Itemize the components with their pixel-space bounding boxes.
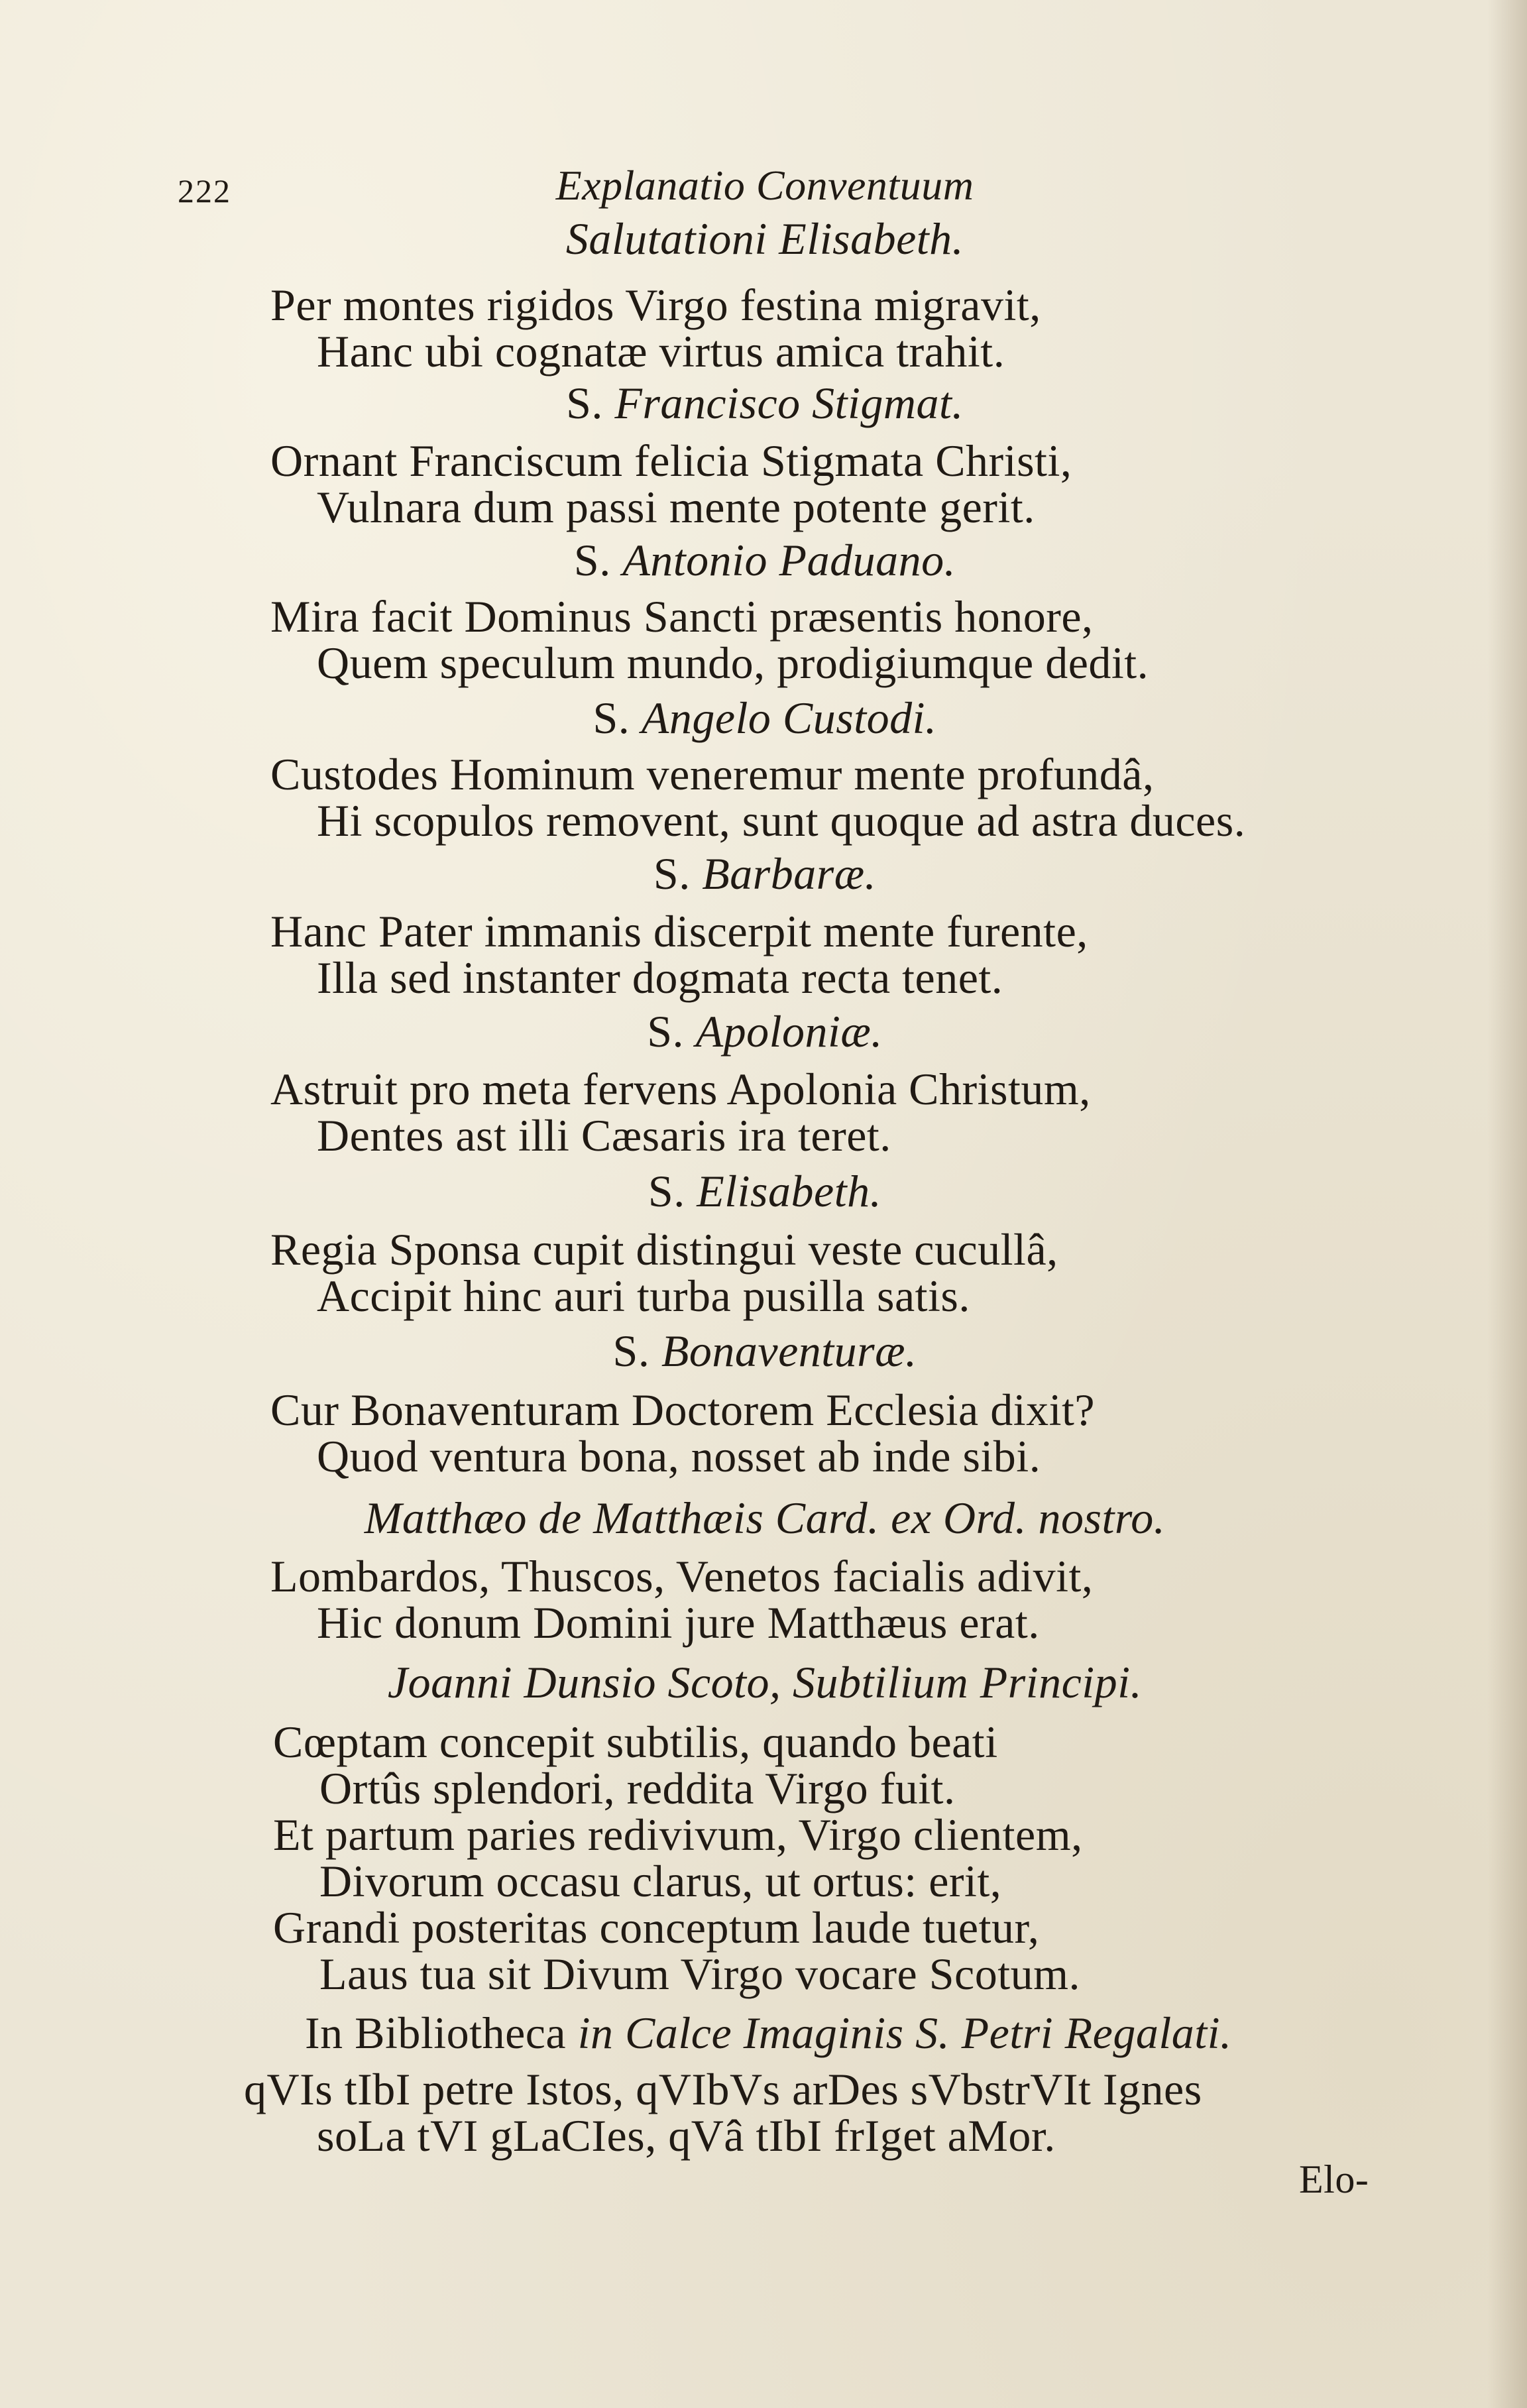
verse-line: Hi scopulos removent, sunt quoque ad astra duces. <box>317 795 1246 846</box>
section-title: Joanni Dunsio Scoto, Subtilium Principi. <box>387 1657 1143 1707</box>
verse-line: Astruit pro meta fervens Apolonia Christum, <box>270 1064 1091 1114</box>
verse-line: Vulnara dum passi mente potente gerit. <box>317 482 1035 532</box>
verse-line: Quem speculum mundo, prodigiumque dedit. <box>317 638 1149 688</box>
verse-line: Divorum occasu clarus, ut ortus: erit, <box>319 1856 1002 1906</box>
verse-line: Dentes ast illi Cæsaris ira teret. <box>317 1110 891 1161</box>
section-title: S. Elisabeth. <box>648 1166 882 1216</box>
verse-line: Hanc Pater immanis discerpit mente furente, <box>270 906 1088 956</box>
verse-line: Cœptam concepit subtilis, quando beati <box>273 1717 998 1767</box>
chronogram-line: soLa tVI gLaCIes, qVâ tIbI frIget aMor. <box>317 2110 1056 2161</box>
page-edge-shadow <box>1487 0 1527 2408</box>
verse-line: Custodes Hominum veneremur mente profundâ, <box>270 749 1155 799</box>
section-title: Matthæo de Matthæis Card. ex Ord. nostro. <box>364 1493 1166 1543</box>
verse-line: Laus tua sit Divum Virgo vocare Scotum. <box>319 1949 1080 1999</box>
verse-line: Ortûs splendori, reddita Virgo fuit. <box>319 1763 956 1813</box>
page-number: 222 <box>178 172 231 209</box>
verse-line: Hanc ubi cognatæ virtus amica trahit. <box>317 326 1005 376</box>
section-title: S. Bonaventuræ. <box>612 1326 917 1376</box>
verse-line: Mira facit Dominus Sancti præsentis honore, <box>270 591 1094 642</box>
verse-line: Regia Sponsa cupit distingui veste cucullâ, <box>270 1224 1058 1275</box>
verse-line: Quod ventura bona, nosset ab inde sibi. <box>317 1431 1041 1481</box>
chronogram-line: qVIs tIbI petre Istos, qVIbVs arDes sVbstrVIt Ignes <box>244 2064 1202 2114</box>
section-title: S. Antonio Paduano. <box>573 535 956 585</box>
verse-line: Accipit hinc auri turba pusilla satis. <box>317 1271 970 1321</box>
verse-line: Illa sed instanter dogmata recta tenet. <box>317 952 1003 1003</box>
section-title: S. Apoloniæ. <box>647 1006 883 1057</box>
section-title: S. Barbaræ. <box>653 848 877 899</box>
verse-line: Hic donum Domini jure Matthæus erat. <box>317 1597 1040 1648</box>
verse-line: Grandi posteritas conceptum laude tuetur, <box>273 1902 1040 1953</box>
verse-line: Per montes rigidos Virgo festina migravit, <box>270 280 1041 330</box>
section-title: S. Francisco Stigmat. <box>566 378 964 428</box>
catchword: Elo- <box>1299 2157 1369 2201</box>
verse-line: Ornant Franciscum felicia Stigmata Christi, <box>270 435 1072 486</box>
section-title: Salutationi Elisabeth. <box>565 213 964 264</box>
verse-line: Et partum paries redivivum, Virgo clientem, <box>273 1809 1083 1860</box>
verse-line: Lombardos, Thuscos, Venetos facialis adivit, <box>270 1551 1094 1601</box>
running-title: Explanatio Conventuum <box>555 162 974 209</box>
closing-heading: In Bibliotheca in Calce Imaginis S. Petri Regalati. <box>305 2008 1232 2058</box>
section-title: S. Angelo Custodi. <box>593 693 937 743</box>
verse-line: Cur Bonaventuram Doctorem Ecclesia dixit? <box>270 1385 1096 1435</box>
